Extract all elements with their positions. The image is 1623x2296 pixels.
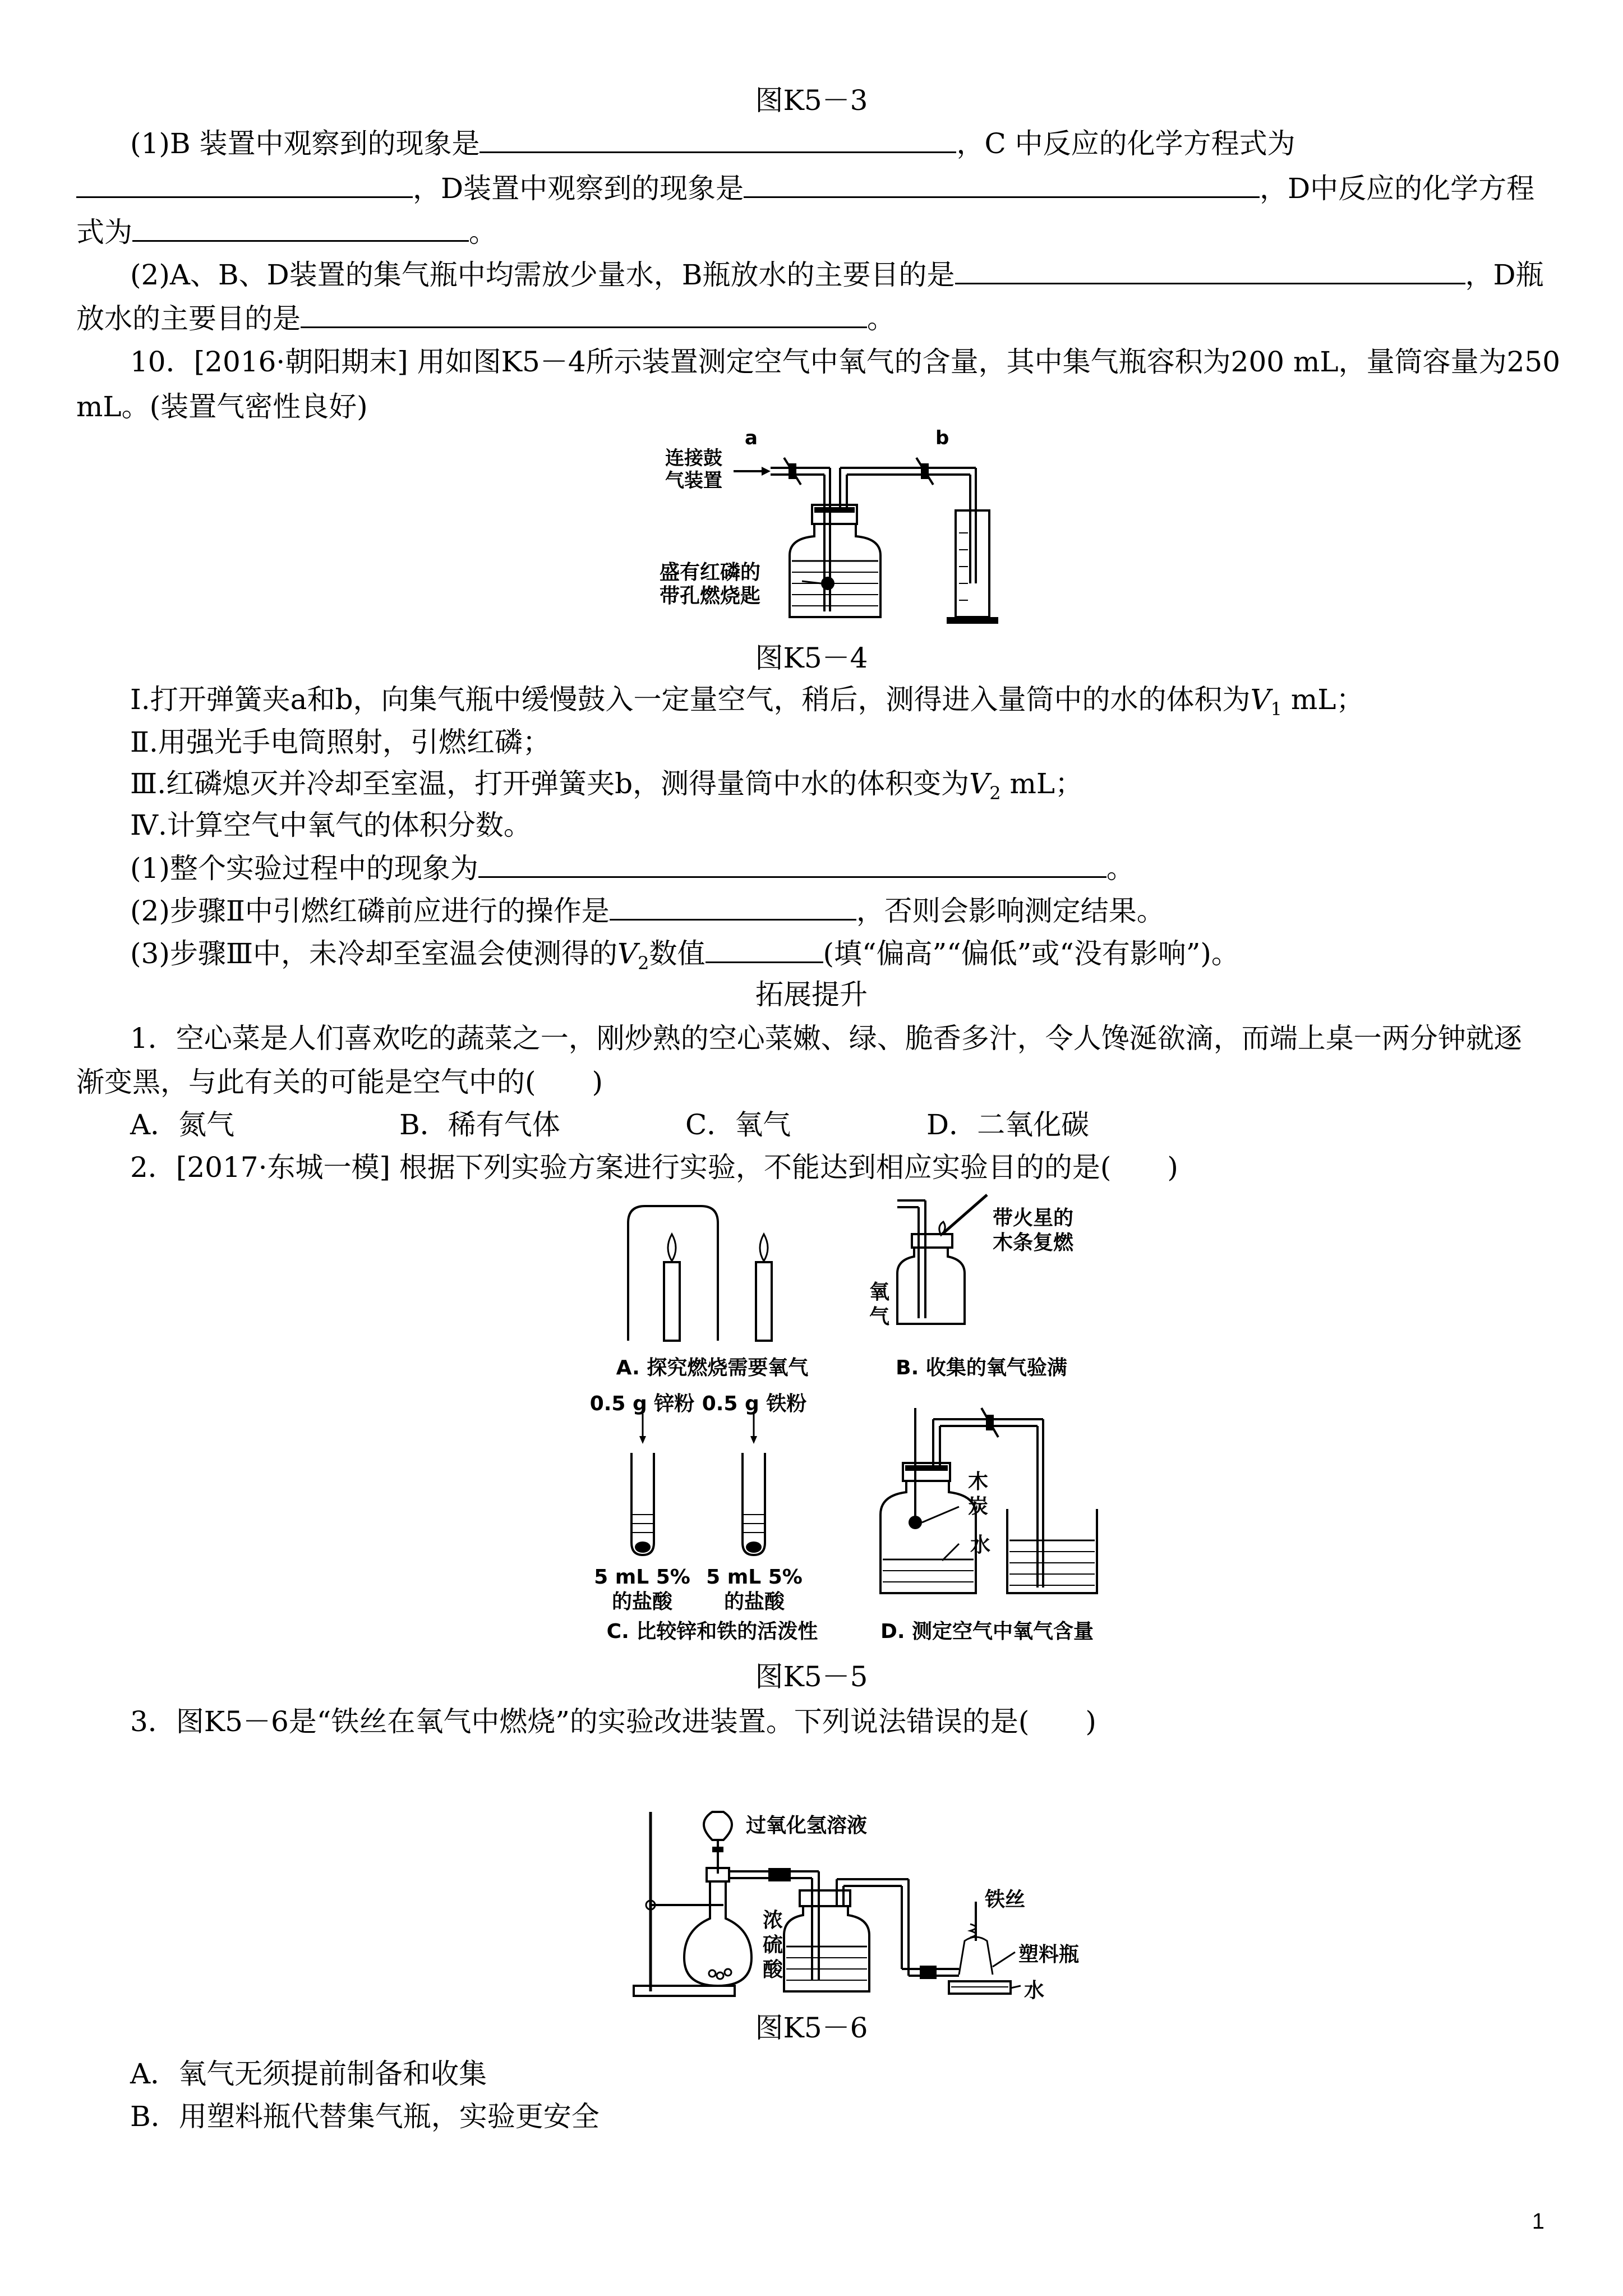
var-sub: 1: [1270, 698, 1282, 720]
fig-c-acid-right: [690, 1565, 819, 1614]
q9-part1-line1: [130, 125, 1622, 162]
q10-sub3-end: (填“偏高”“偏低”或“没有影响”)。: [823, 937, 1239, 970]
q10-sub2-text: (2)步骤Ⅱ中引燃红磷前应进行的操作是: [130, 895, 610, 927]
label-clamp-b: b: [935, 427, 949, 449]
label-acid-2: 硫: [763, 1934, 783, 1957]
q9-part1-text-c: ，D装置中观察到的现象是: [413, 172, 744, 205]
fig-b-oxygen-2: 气: [869, 1305, 890, 1328]
label-water: 水: [1024, 1979, 1045, 2002]
label-sulfuric-acid: [763, 1908, 783, 1982]
fig-d-water-label: 水: [970, 1534, 991, 1557]
q10-sub3-text: (3)步骤Ⅲ中，未冷却至室温会使测得的: [130, 937, 618, 970]
ex2-line1: 2．[2017·东城一模] 根据下列实验方案进行实验，不能达到相应实验目的的是( ): [130, 1151, 1178, 1184]
fig-a-caption: A. 探究燃烧需要氧气: [616, 1356, 809, 1379]
q10-sub1: [130, 849, 1622, 887]
figure-caption-k5-5: 图K5－5: [755, 1660, 868, 1693]
var-v: V: [1250, 683, 1271, 716]
answer-blank[interactable]: [479, 125, 956, 153]
answer-blank[interactable]: [132, 213, 469, 242]
fig-c-acid-left: [578, 1565, 707, 1614]
ex3-line1: 3．图K5－6是“铁丝在氧气中燃烧”的实验改进装置。下列说法错误的是( ): [130, 1705, 1096, 1738]
q9-part2-line1: [130, 256, 1622, 293]
step-3: [130, 765, 1622, 812]
figure-caption-k5-3: 图K5－3: [755, 84, 868, 117]
label-acid-3: 酸: [763, 1958, 783, 1981]
q10-line2: mL。(装置气密性良好): [76, 390, 368, 423]
step-1-unit: mL；: [1281, 683, 1364, 716]
label-spoon-1: 盛有红磷的: [660, 561, 761, 584]
fig-d-tan: 炭: [968, 1495, 989, 1518]
q10-sub1-end: 。: [1106, 852, 1135, 885]
q9-part1-text-b: ，C 中反应的化学方程式为: [956, 127, 1295, 160]
section-title: 拓展提升: [755, 978, 868, 1011]
fig-c-acid-4: 的盐酸: [723, 1590, 785, 1613]
q9-part2-text-a: (2)A、B、D装置的集气瓶中均需放少量水，B瓶放水的主要目的是: [130, 259, 955, 291]
ex1-options: [130, 1106, 1622, 1143]
figure-caption-k5-6: 图K5－6: [755, 2012, 868, 2044]
label-h2o2: 过氧化氢溶液: [746, 1814, 868, 1837]
option-c[interactable]: C．氧气: [685, 1108, 791, 1141]
q10-sub3-mid: 数值: [649, 937, 706, 970]
fig-c-acid-1: 5 mL 5%: [594, 1566, 690, 1589]
var-v: V: [969, 767, 990, 800]
var-sub: 2: [638, 953, 649, 974]
q10-sub3: [130, 935, 1622, 982]
answer-blank[interactable]: [744, 169, 1260, 198]
q10-sub2-end: ，否则会影响测定结果。: [856, 895, 1165, 927]
q9-part1-text-e: 式为: [76, 216, 132, 249]
step-3-unit: mL；: [1000, 767, 1083, 800]
fig-b-caption: B. 收集的氧气验满: [896, 1356, 1067, 1379]
option-d[interactable]: D．二氧化碳: [926, 1108, 1090, 1141]
ex1-line2: 渐变黑，与此有关的可能是空气中的( ): [76, 1066, 603, 1098]
label-iron-wire: 铁丝: [985, 1888, 1026, 1911]
label-spoon-2: 带孔燃烧匙: [660, 585, 761, 608]
q9-part1-line3: [76, 213, 1568, 251]
label-air-device-2: 气装置: [665, 470, 722, 492]
ex1-line1: 1．空心菜是人们喜欢吃的蔬菜之一，刚炒熟的空心菜嫩、绿、脆香多汁，令人馋涎欲滴，而端上桌一两分钟就逐: [130, 1022, 1522, 1055]
fig-b-label-2: 木条复燃: [993, 1231, 1074, 1254]
label-plastic-bottle: 塑料瓶: [1018, 1943, 1080, 1966]
q9-part2-text-d: 。: [867, 302, 895, 335]
q9-part2-line2: [76, 300, 1568, 337]
figure-k5-5-c: [594, 1414, 819, 1559]
step-4: Ⅳ.计算空气中氧气的体积分数。: [130, 809, 532, 841]
fig-d-charcoal-label: [968, 1470, 988, 1519]
fig-c-caption: C. 比较锌和铁的活泼性: [606, 1620, 818, 1643]
q9-part1-line2: [76, 169, 1568, 207]
label-acid-1: 浓: [763, 1909, 783, 1932]
step-1-text: Ⅰ.打开弹簧夹a和b，向集气瓶中缓慢鼓入一定量空气，稍后，测得进入量筒中的水的体积为: [130, 683, 1251, 716]
fig-b-label-1: 带火星的: [993, 1207, 1074, 1230]
answer-blank[interactable]: [706, 935, 823, 963]
fig-d-mu: 木: [968, 1470, 989, 1493]
fig-d-caption: D. 测定空气中氧气含量: [880, 1620, 1094, 1643]
fig-c-acid-3: 5 mL 5%: [706, 1566, 803, 1589]
q10-sub1-text: (1)整个实验过程中的现象为: [130, 852, 478, 885]
q9-part2-text-c: 放水的主要目的是: [76, 302, 301, 335]
figure-caption-k5-4: 图K5－4: [755, 642, 868, 674]
answer-blank[interactable]: [610, 892, 856, 921]
answer-blank[interactable]: [76, 169, 413, 198]
answer-blank[interactable]: [955, 256, 1465, 284]
option-b[interactable]: B．稀有气体: [399, 1108, 560, 1141]
var-v: V: [617, 937, 638, 970]
page-number: 1: [1532, 2209, 1544, 2234]
figure-k5-5-d: [875, 1397, 1110, 1610]
fig-b-oxygen-1: 氧: [869, 1281, 890, 1304]
step-2: Ⅱ.用强光手电筒照射，引燃红磷；: [130, 726, 551, 758]
fig-c-acid-2: 的盐酸: [611, 1590, 672, 1613]
label-spoon: [660, 561, 760, 608]
fig-b-label: [993, 1206, 1073, 1255]
option-a[interactable]: A．氧气无须提前制备和收集: [130, 2058, 487, 2090]
answer-blank[interactable]: [478, 849, 1106, 878]
figure-k5-5-a: [617, 1200, 852, 1346]
fig-c-iron: 0.5 g 铁粉: [702, 1392, 807, 1415]
var-sub: 2: [989, 783, 1001, 804]
option-b[interactable]: B．用塑料瓶代替集气瓶，实验更安全: [130, 2100, 600, 2133]
q9-part2-text-b: ，D瓶: [1465, 259, 1544, 291]
q9-part1-text-d: ，D中反应的化学方程: [1260, 172, 1535, 205]
label-clamp-a: a: [745, 427, 758, 449]
step-1: [130, 681, 1622, 728]
q9-part1-text-f: 。: [469, 216, 497, 249]
option-a[interactable]: A．氮气: [130, 1108, 235, 1141]
label-air-device-1: 连接鼓: [665, 447, 722, 470]
q9-part1-text-a: (1)B 装置中观察到的现象是: [130, 127, 480, 160]
fig-b-oxygen-label: [869, 1280, 889, 1329]
q10-line1: 10．[2016·朝阳期末] 用如图K5－4所示装置测定空气中氧气的含量，其中集气瓶容积为200 mL，量筒容量为250: [130, 346, 1561, 378]
q10-sub2: [130, 892, 1622, 930]
fig-c-zinc: 0.5 g 锌粉: [589, 1392, 695, 1415]
answer-blank[interactable]: [301, 300, 867, 328]
step-3-text: Ⅲ.红磷熄灭并冷却至室温，打开弹簧夹b，测得量筒中水的体积变为: [130, 767, 970, 800]
